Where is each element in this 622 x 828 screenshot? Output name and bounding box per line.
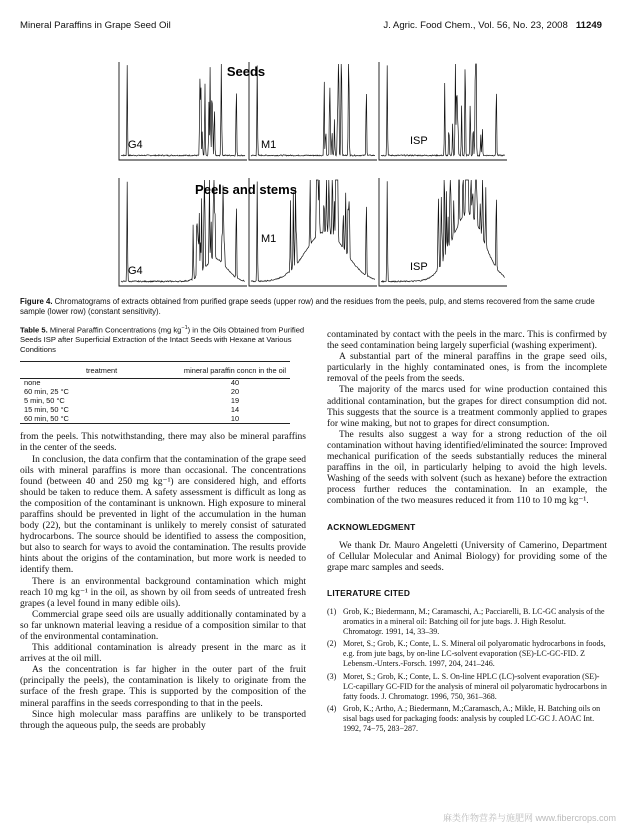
reference-text: Moret, S.; Grob, K.; Conte, L. S. Mineral oil polyaromatic hydrocarbons in foods, e.g. from jute bags, by on-line LC-solvent evaporation (SE)-LC-GC-FID. Z Lebensm.-Unters.-Forsch. 1997, 204, 241–246. — [343, 639, 606, 669]
table-5-caption-sup: −1 — [181, 325, 188, 331]
chromatogram-trace-peels-3 — [381, 180, 505, 282]
panel-frame-seeds-3 — [379, 62, 507, 160]
table-cell-value: 19 — [230, 395, 240, 405]
panel-label-bottom-2: M1 — [261, 233, 277, 245]
paragraph: The majority of the marcs used for wine production contained this additional contamination, but the grapes for direct consumption did not. This suggests that the source is a treatment commonly applied to grapes for wine making, but not to grapes for direct consumption. — [327, 385, 607, 429]
table-header-concentration: mineral paraffin concn in the oil — [183, 366, 287, 376]
running-header-title: Mineral Paraffins in Grape Seed Oil — [20, 20, 171, 31]
reference-text: Moret, S.; Grob, K.; Conte, L. S. On-line HPLC (LC)-solvent evaporation (SE)-LC-capillary GC-FID for the analysis of mineral oil polyaromatic hydrocarbons in fatty foods. J. Chromatogr. 1996, 750, 361–368. — [343, 671, 607, 701]
page-number: 11249 — [575, 20, 602, 31]
table-5 — [20, 361, 290, 424]
left-column — [20, 324, 306, 732]
reference-item — [327, 639, 607, 669]
reference-text: Grob, K.; Artho, A.; Biedermann, M.;Caramasch, A.; Mikle, H. Batching oils on sisal bags used for packaging foods: analysis by coupled LC-GC J. AOAC Int. 1992, 74−75, 283−287. — [343, 703, 601, 733]
reference-item — [327, 704, 607, 734]
paragraph: from the peels. This notwithstanding, there may also be mineral paraffins in the center of the seeds. — [20, 432, 306, 454]
journal-citation: J. Agric. Food Chem., Vol. 56, No. 23, 2008 — [383, 20, 568, 31]
watermark: 麻类作物营养与施肥网 www.fibercrops.com — [442, 813, 616, 823]
reference-number: (4) — [327, 703, 337, 713]
reference-text: Grob, K.; Biedermann, M.; Caramaschi, A.; Pacciarelli, B. LC-GC analysis of the aromatics in a mineral oil: Batching oil for jute bags. J. High Resolut. Chromatogr. 1991, 14, 33–39. — [343, 606, 605, 637]
acknowledgment-text: We thank Dr. Mauro Angeletti (University of Camerino, Department of Cellular Molecular and Animal Biology) for providing some of the grape marc samples and seeds. — [327, 540, 607, 573]
table-cell-treatment: none — [24, 378, 41, 388]
reference-number: (1) — [327, 606, 337, 616]
table-5-caption-post: ) in the Oils Obtained from Purified Seeds ISP after Superficial Extraction of the Intact Seeds with Hexane at Various Conditions — [20, 325, 305, 355]
table-cell-treatment: 60 min, 50 °C — [24, 413, 69, 423]
reference-number: (2) — [327, 639, 337, 649]
paragraph: As the concentration is far higher in the outer part of the fruit (principally the peels), the contamination is likely to originate from the surface of the fresh grape. This is supported by the composition of the mineral paraffins in the seeds corresponding to that in the peels. — [20, 665, 306, 709]
table-cell-value: 40 — [230, 378, 240, 388]
table-cell-value: 20 — [230, 387, 240, 397]
reference-number: (3) — [327, 671, 337, 681]
table-header-row — [20, 362, 290, 379]
paragraph: contaminated by contact with the peels in the marc. This is confirmed by the seed contamination being largely superficial (washing experiment). — [327, 330, 607, 352]
reference-item — [327, 672, 607, 702]
paragraph: There is an environmental background contamination which might reach 10 mg kg⁻¹ in the oil, as shown by oil from seeds of untreated fresh grapes (a level found in many edible oils). — [20, 576, 306, 609]
table-5-label: Table 5. — [20, 325, 48, 335]
table-cell-treatment: 5 min, 50 °C — [24, 395, 65, 405]
panel-label-top-3: ISP — [410, 135, 428, 147]
panel-frame-peels-3 — [379, 178, 507, 286]
panel-label-bottom-1: G4 — [128, 265, 143, 277]
paragraph: In conclusion, the data confirm that the contamination of the grape seed oils with mineral paraffins is more than occasional. The concentrations found (between 40 and 250 mg kg⁻¹) are considered high, and efforts should be taken to reduce them. A safety assessment is difficult as long as the composition of the contaminant is unknown. High exposure to mineral paraffins should be prevented in light of the accumulation in the human body (22), but the contaminant is unlikely to merely consist of saturated hydrocarbons. The source should be identified to assess the composition, but also to search for ways to avoid the contamination. The results provide hints about the origins of the contamination, but more work is needed to identify them. — [20, 454, 306, 576]
table-cell-value: 10 — [230, 413, 240, 423]
table-header-treatment: treatment — [86, 366, 118, 376]
panel-label-bottom-3: ISP — [410, 261, 428, 273]
figure-label-peels-stems: Peels and stems — [195, 182, 297, 197]
figure-label-seeds: Seeds — [226, 64, 266, 79]
table-cell-treatment: 60 min, 25 °C — [24, 387, 69, 397]
chromatogram-trace-seeds-3 — [381, 64, 505, 156]
reference-list — [327, 607, 607, 734]
literature-heading: LITERATURE CITED — [327, 587, 411, 598]
table-5-caption — [20, 324, 306, 355]
paragraph: Since high molecular mass paraffins are unlikely to be transported through the aqueous pulp, the seeds are probably — [20, 709, 306, 731]
paragraph: The results also suggest a way for a strong reduction of the oil contamination without having identified/eliminated the source: Improved mechanical purification of the seeds substantially reduces the mineral paraffins in the oil, in particularly helping to avoid the high levels. Washing of the seeds with solvent (such as hexane) before the extraction process further reduces the contamination. In an example, the combination of the two measures reduced it from 110 to 10 mg kg⁻¹. — [327, 429, 607, 507]
table-row — [20, 415, 290, 424]
paragraph: This additional contamination is already present in the marc as it arrives at the oil mill. — [20, 643, 306, 665]
table-cell-value: 14 — [230, 404, 240, 414]
paragraph: A substantial part of the mineral paraffins in the grape seed oils, particularly in the highly contaminated ones, is from the incomplete removal of the peels from the seeds. — [327, 352, 607, 385]
running-header-journal — [383, 20, 602, 31]
figure-caption-text: Chromatograms of extracts obtained from purified grape seeds (upper row) and the residues from the peels, pulp, and stems recovered from the same crude sample (lower row) (constant sensitivity). — [20, 297, 595, 317]
acknowledgment-heading: ACKNOWLEDGMENT — [327, 521, 416, 532]
reference-item — [327, 607, 607, 637]
figure-caption — [20, 297, 602, 318]
panel-label-top-2: M1 — [261, 139, 277, 151]
table-5-caption-pre: Mineral Paraffin Concentrations (mg kg — [49, 325, 182, 335]
panel-label-top-1: G4 — [128, 139, 143, 151]
figure-caption-label: Figure 4. — [20, 297, 53, 306]
paragraph: Commercial grape seed oils are usually additionally contaminated by a so far unknown material leaving a residue of a composition similar to that of the environmental contamination. — [20, 609, 306, 643]
right-column — [327, 330, 607, 736]
figure-4-chromatograms — [118, 56, 508, 292]
table-cell-treatment: 15 min, 50 °C — [24, 404, 69, 414]
